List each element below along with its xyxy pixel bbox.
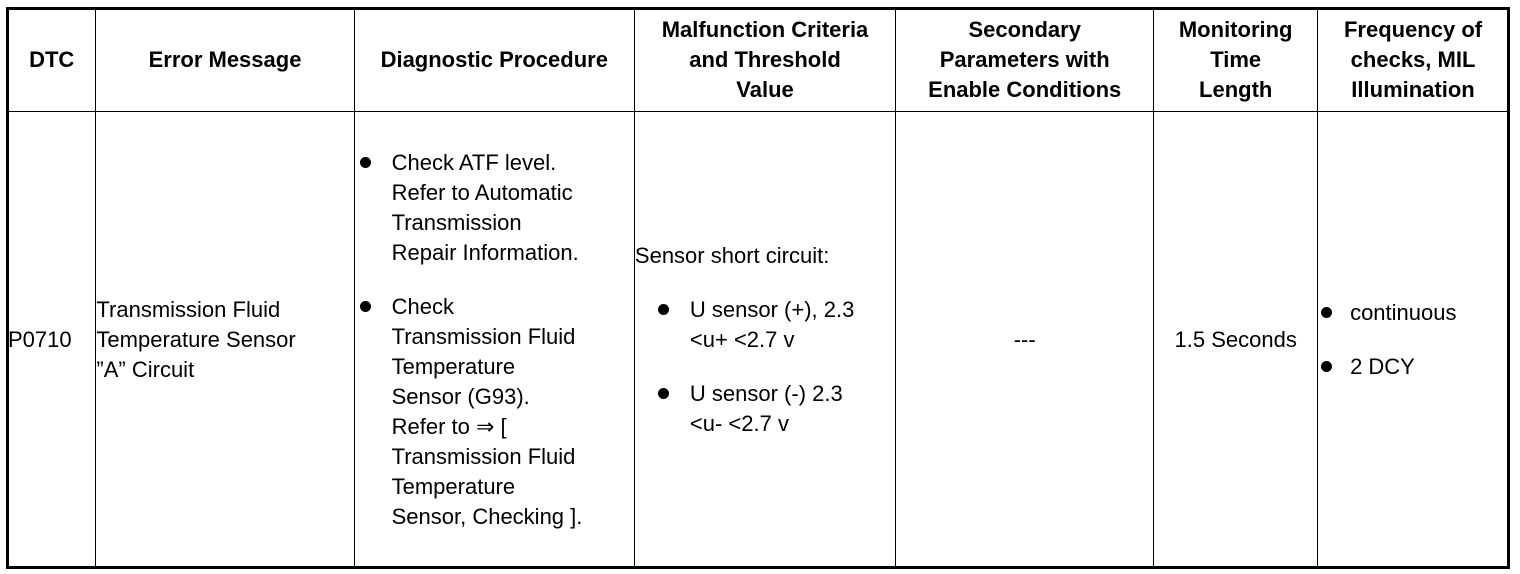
procedure-line: Check ATF level. bbox=[391, 149, 557, 175]
dtc-code: P0710 bbox=[8, 326, 72, 352]
malfunction-line: U sensor (-) 2.3 bbox=[689, 380, 843, 406]
table-row bbox=[8, 112, 1509, 568]
malfunction-line: <u+ <2.7 v bbox=[689, 326, 795, 352]
header-frequency-line: Frequency of bbox=[1343, 17, 1483, 42]
list-item bbox=[355, 148, 634, 268]
header-secondary-parameters bbox=[896, 9, 1154, 112]
malfunction-intro: Sensor short circuit: bbox=[634, 242, 830, 268]
bullet-icon bbox=[360, 301, 371, 312]
procedure-line: Sensor (G93). bbox=[391, 383, 530, 409]
diagnostic-procedure-cell bbox=[354, 112, 634, 568]
procedure-link-line[interactable]: Refer to ⇒ [ bbox=[391, 413, 507, 439]
procedure-line: Refer to Automatic bbox=[391, 179, 573, 205]
procedure-line: Transmission Fluid bbox=[391, 323, 576, 349]
list-item bbox=[653, 379, 895, 439]
header-monitoring-line: Time bbox=[1210, 47, 1262, 72]
bullet-icon bbox=[360, 157, 371, 168]
header-monitoring-line: Monitoring bbox=[1178, 17, 1293, 42]
header-secondary-line: Enable Conditions bbox=[928, 77, 1122, 102]
header-malfunction-line: and Threshold bbox=[689, 47, 841, 72]
dtc-code-cell bbox=[8, 112, 96, 568]
secondary-parameters-cell bbox=[896, 112, 1154, 568]
procedure-line: Temperature bbox=[391, 353, 516, 379]
malfunction-line: <u- <2.7 v bbox=[689, 410, 789, 436]
secondary-parameters-value: --- bbox=[1013, 326, 1036, 352]
procedure-link-line[interactable]: Temperature bbox=[391, 473, 516, 499]
header-error-message bbox=[96, 9, 354, 112]
bullet-icon bbox=[658, 388, 669, 399]
frequency-value: 2 DCY bbox=[1350, 353, 1415, 379]
header-error-message-label: Error Message bbox=[148, 47, 302, 72]
procedure-link-line[interactable]: Transmission Fluid bbox=[391, 443, 576, 469]
malfunction-list bbox=[635, 295, 895, 439]
frequency-cell bbox=[1318, 112, 1509, 568]
header-frequency bbox=[1318, 9, 1509, 112]
bullet-icon bbox=[1321, 361, 1332, 372]
procedure-line: Repair Information. bbox=[391, 239, 579, 265]
header-malfunction-line: Value bbox=[736, 77, 794, 102]
procedure-line: Transmission bbox=[391, 209, 522, 235]
frequency-value: continuous bbox=[1350, 299, 1457, 325]
error-message-line: Temperature Sensor bbox=[96, 326, 296, 352]
header-dtc bbox=[8, 9, 96, 112]
header-frequency-line: Illumination bbox=[1351, 77, 1475, 102]
list-item bbox=[653, 295, 895, 355]
header-secondary-line: Parameters with bbox=[939, 47, 1110, 72]
procedure-line: Check bbox=[391, 293, 454, 319]
list-item bbox=[1318, 352, 1508, 382]
header-frequency-line: checks, MIL bbox=[1350, 47, 1476, 72]
error-message-line: ”A” Circuit bbox=[96, 356, 195, 382]
frequency-list bbox=[1318, 298, 1508, 382]
malfunction-line: U sensor (+), 2.3 bbox=[689, 296, 855, 322]
bullet-icon bbox=[1321, 307, 1332, 318]
list-item bbox=[355, 292, 634, 532]
dtc-table bbox=[7, 8, 1509, 568]
header-monitoring-time bbox=[1154, 9, 1318, 112]
monitoring-time-cell bbox=[1154, 112, 1318, 568]
list-item bbox=[1318, 298, 1508, 328]
diagnostic-procedure-list bbox=[355, 148, 634, 532]
header-row bbox=[8, 9, 1509, 112]
header-malfunction-line: Malfunction Criteria bbox=[661, 17, 869, 42]
bullet-icon bbox=[658, 304, 669, 315]
header-diagnostic-procedure-label: Diagnostic Procedure bbox=[380, 47, 608, 72]
monitoring-time-value: 1.5 Seconds bbox=[1174, 326, 1297, 352]
header-monitoring-line: Length bbox=[1199, 77, 1273, 102]
header-diagnostic-procedure bbox=[354, 9, 634, 112]
error-message-line: Transmission Fluid bbox=[96, 296, 281, 322]
header-dtc-label: DTC bbox=[29, 47, 75, 72]
header-malfunction-criteria bbox=[634, 9, 895, 112]
malfunction-criteria-cell bbox=[634, 112, 895, 568]
error-message-cell bbox=[96, 112, 354, 568]
header-secondary-line: Secondary bbox=[968, 17, 1081, 42]
procedure-link-line[interactable]: Sensor, Checking ]. bbox=[391, 503, 583, 529]
